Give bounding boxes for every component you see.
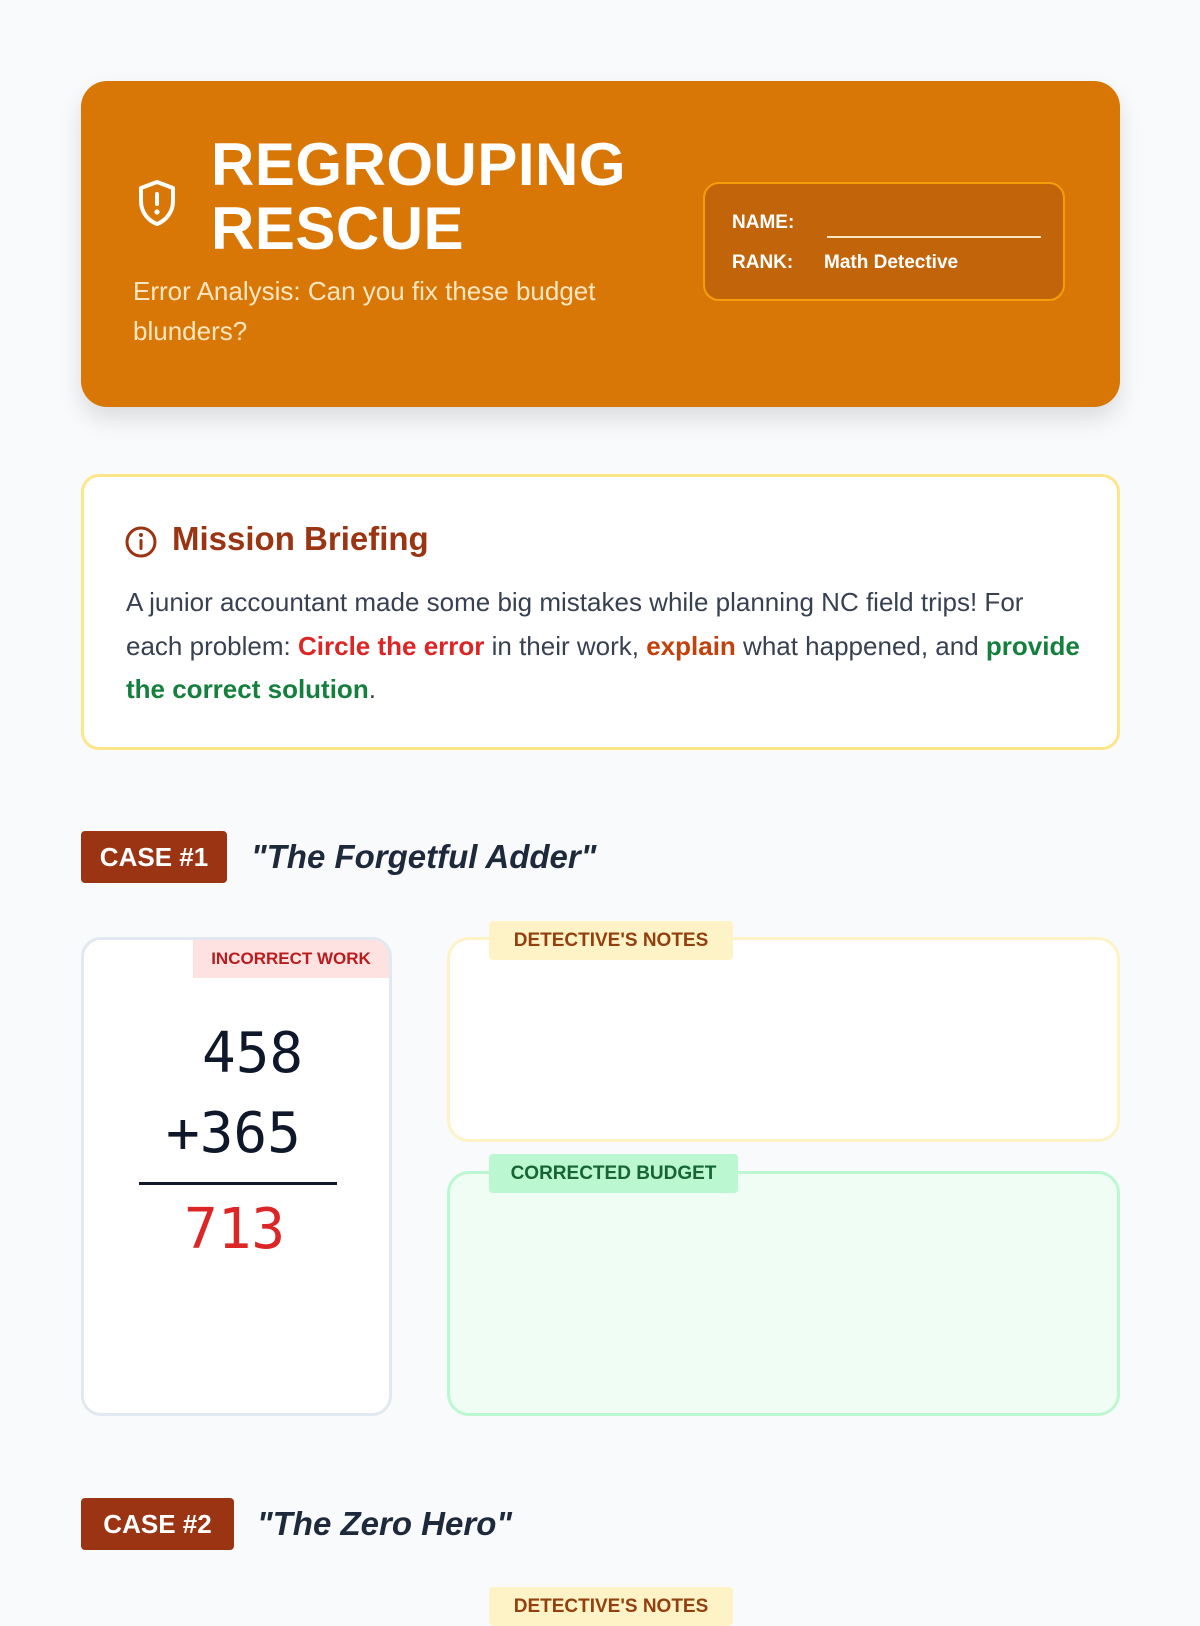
- worksheet-subtitle: Error Analysis: Can you fix these budget blunders?: [133, 276, 596, 346]
- worksheet-header: [81, 81, 1120, 407]
- mission-briefing: [81, 474, 1120, 750]
- briefing-text-4: .: [368, 674, 376, 704]
- briefing-text-3: what happened, and: [735, 630, 986, 661]
- incorrect-answer[interactable]: 713: [184, 1197, 286, 1262]
- case-1-corrected-budget-box[interactable]: [447, 1171, 1120, 1416]
- addend-top: 458: [202, 1021, 304, 1086]
- case-2-title: "The Zero Hero": [257, 1505, 512, 1542]
- case-2-detectives-notes-label: DETECTIVE'S NOTES: [489, 1587, 733, 1626]
- title-line-1: REGROUPING: [211, 131, 627, 198]
- case-1-corrected-budget-label: CORRECTED BUDGET: [489, 1154, 738, 1193]
- title-line-2: RESCUE: [211, 195, 465, 262]
- case-1-tag: CASE #1: [81, 831, 227, 883]
- briefing-explain: explain: [646, 630, 736, 661]
- name-field[interactable]: [827, 236, 1041, 238]
- shield-alert-icon: [137, 179, 177, 227]
- briefing-title: Mission Briefing: [172, 520, 429, 557]
- incorrect-work-badge: INCORRECT WORK: [193, 940, 389, 978]
- briefing-circle: Circle the error: [297, 630, 485, 661]
- case-1-incorrect-work: [81, 937, 392, 1416]
- rank-label: RANK:: [732, 252, 794, 273]
- case-2-tag: CASE #2: [81, 1498, 234, 1550]
- sum-line: [139, 1182, 337, 1185]
- rank-value: Math Detective: [824, 252, 959, 273]
- worksheet-title: [211, 133, 626, 261]
- addend-bottom: +365: [166, 1101, 301, 1166]
- briefing-provide: provide the correct solution: [126, 630, 1080, 704]
- briefing-text: [126, 581, 1086, 712]
- case-1-detectives-notes-box[interactable]: [447, 937, 1120, 1142]
- briefing-text-1: A junior accountant made some big mistakes while planning NC field trips! For each problem:: [126, 587, 1024, 661]
- case-1-detectives-notes-label: DETECTIVE'S NOTES: [489, 921, 733, 960]
- name-label: NAME:: [732, 212, 795, 233]
- student-id-card: [703, 182, 1065, 301]
- briefing-text-2: in their work,: [484, 630, 647, 661]
- info-icon: [124, 525, 158, 559]
- case-1-title: "The Forgetful Adder": [251, 838, 597, 875]
